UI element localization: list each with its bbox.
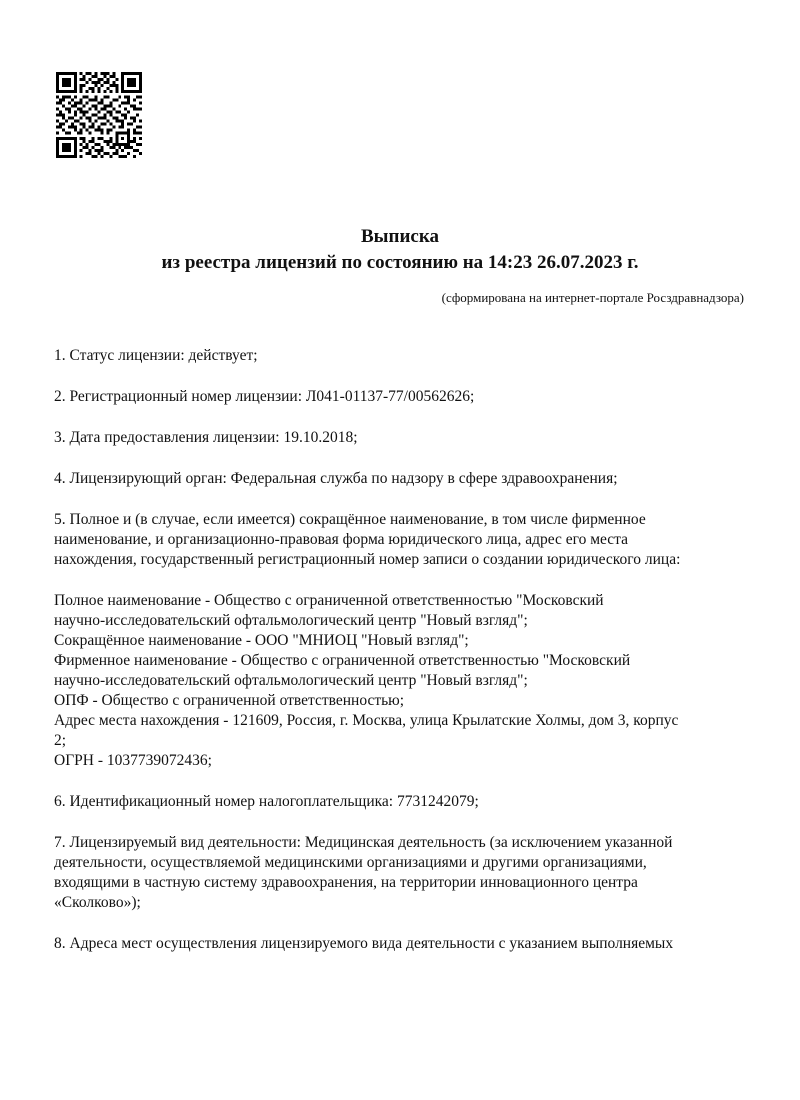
org-brand-name-line1: Фирменное наименование - Общество с ограниченной ответственностью "Московский bbox=[54, 652, 631, 669]
org-short-name: Сокращённое наименование - ООО "МНИОЦ "Новый взгляд"; bbox=[54, 632, 469, 649]
license-status: 1. Статус лицензии: действует; bbox=[54, 347, 258, 364]
qr-code-image bbox=[56, 72, 142, 158]
taxpayer-id: 6. Идентификационный номер налогоплательщика: 7731242079; bbox=[54, 793, 479, 810]
item5-line3: нахождения, государственный регистрационный номер записи о создании юридического лица: bbox=[54, 551, 681, 568]
item7-line2: деятельности, осуществляемой медицинскими организациями и другими организациями, bbox=[54, 854, 647, 871]
org-full-name-line2: научно-исследовательский офтальмологический центр "Новый взгляд"; bbox=[54, 612, 528, 629]
item8-line1: 8. Адреса мест осуществления лицензируемого вида деятельности с указанием выполняемых bbox=[54, 935, 674, 952]
org-legal-form: ОПФ - Общество с ограниченной ответственностью; bbox=[54, 692, 405, 709]
org-full-name-line1: Полное наименование - Общество с ограниченной ответственностью "Московский bbox=[54, 592, 604, 609]
item7-line1: 7. Лицензируемый вид деятельности: Медицинская деятельность (за исключением указанной bbox=[54, 834, 673, 851]
license-date: 3. Дата предоставления лицензии: 19.10.2018; bbox=[54, 429, 358, 446]
item7-line4: «Сколково»); bbox=[54, 894, 141, 911]
item7-line3: входящими в частную систему здравоохранения, на территории инновационного центра bbox=[54, 874, 638, 891]
license-reg-number: 2. Регистрационный номер лицензии: Л041-01137-77/00562626; bbox=[54, 388, 475, 405]
org-address-line1: Адрес места нахождения - 121609, Россия, г. Москва, улица Крылатские Холмы, дом 3, корпус bbox=[54, 712, 679, 729]
org-brand-name-line2: научно-исследовательский офтальмологический центр "Новый взгляд"; bbox=[54, 672, 528, 689]
licensing-authority: 4. Лицензирующий орган: Федеральная служба по надзору в сфере здравоохранения; bbox=[54, 470, 618, 487]
document-title: Выписка bbox=[361, 226, 439, 247]
source-note: (сформирована на интернет-портале Росздравнадзора) bbox=[441, 290, 744, 305]
item5-line2: наименование, и организационно-правовая форма юридического лица, адрес его места bbox=[54, 531, 629, 548]
qr-code bbox=[56, 72, 142, 158]
org-ogrn: ОГРН - 1037739072436; bbox=[54, 752, 212, 769]
document-body bbox=[54, 346, 746, 954]
document-subtitle: из реестра лицензий по состоянию на 14:23 26.07.2023 г. bbox=[161, 252, 639, 273]
item5-line1: 5. Полное и (в случае, если имеется) сокращённое наименование, в том числе фирменное bbox=[54, 511, 646, 528]
org-address-line2: 2; bbox=[54, 732, 67, 749]
